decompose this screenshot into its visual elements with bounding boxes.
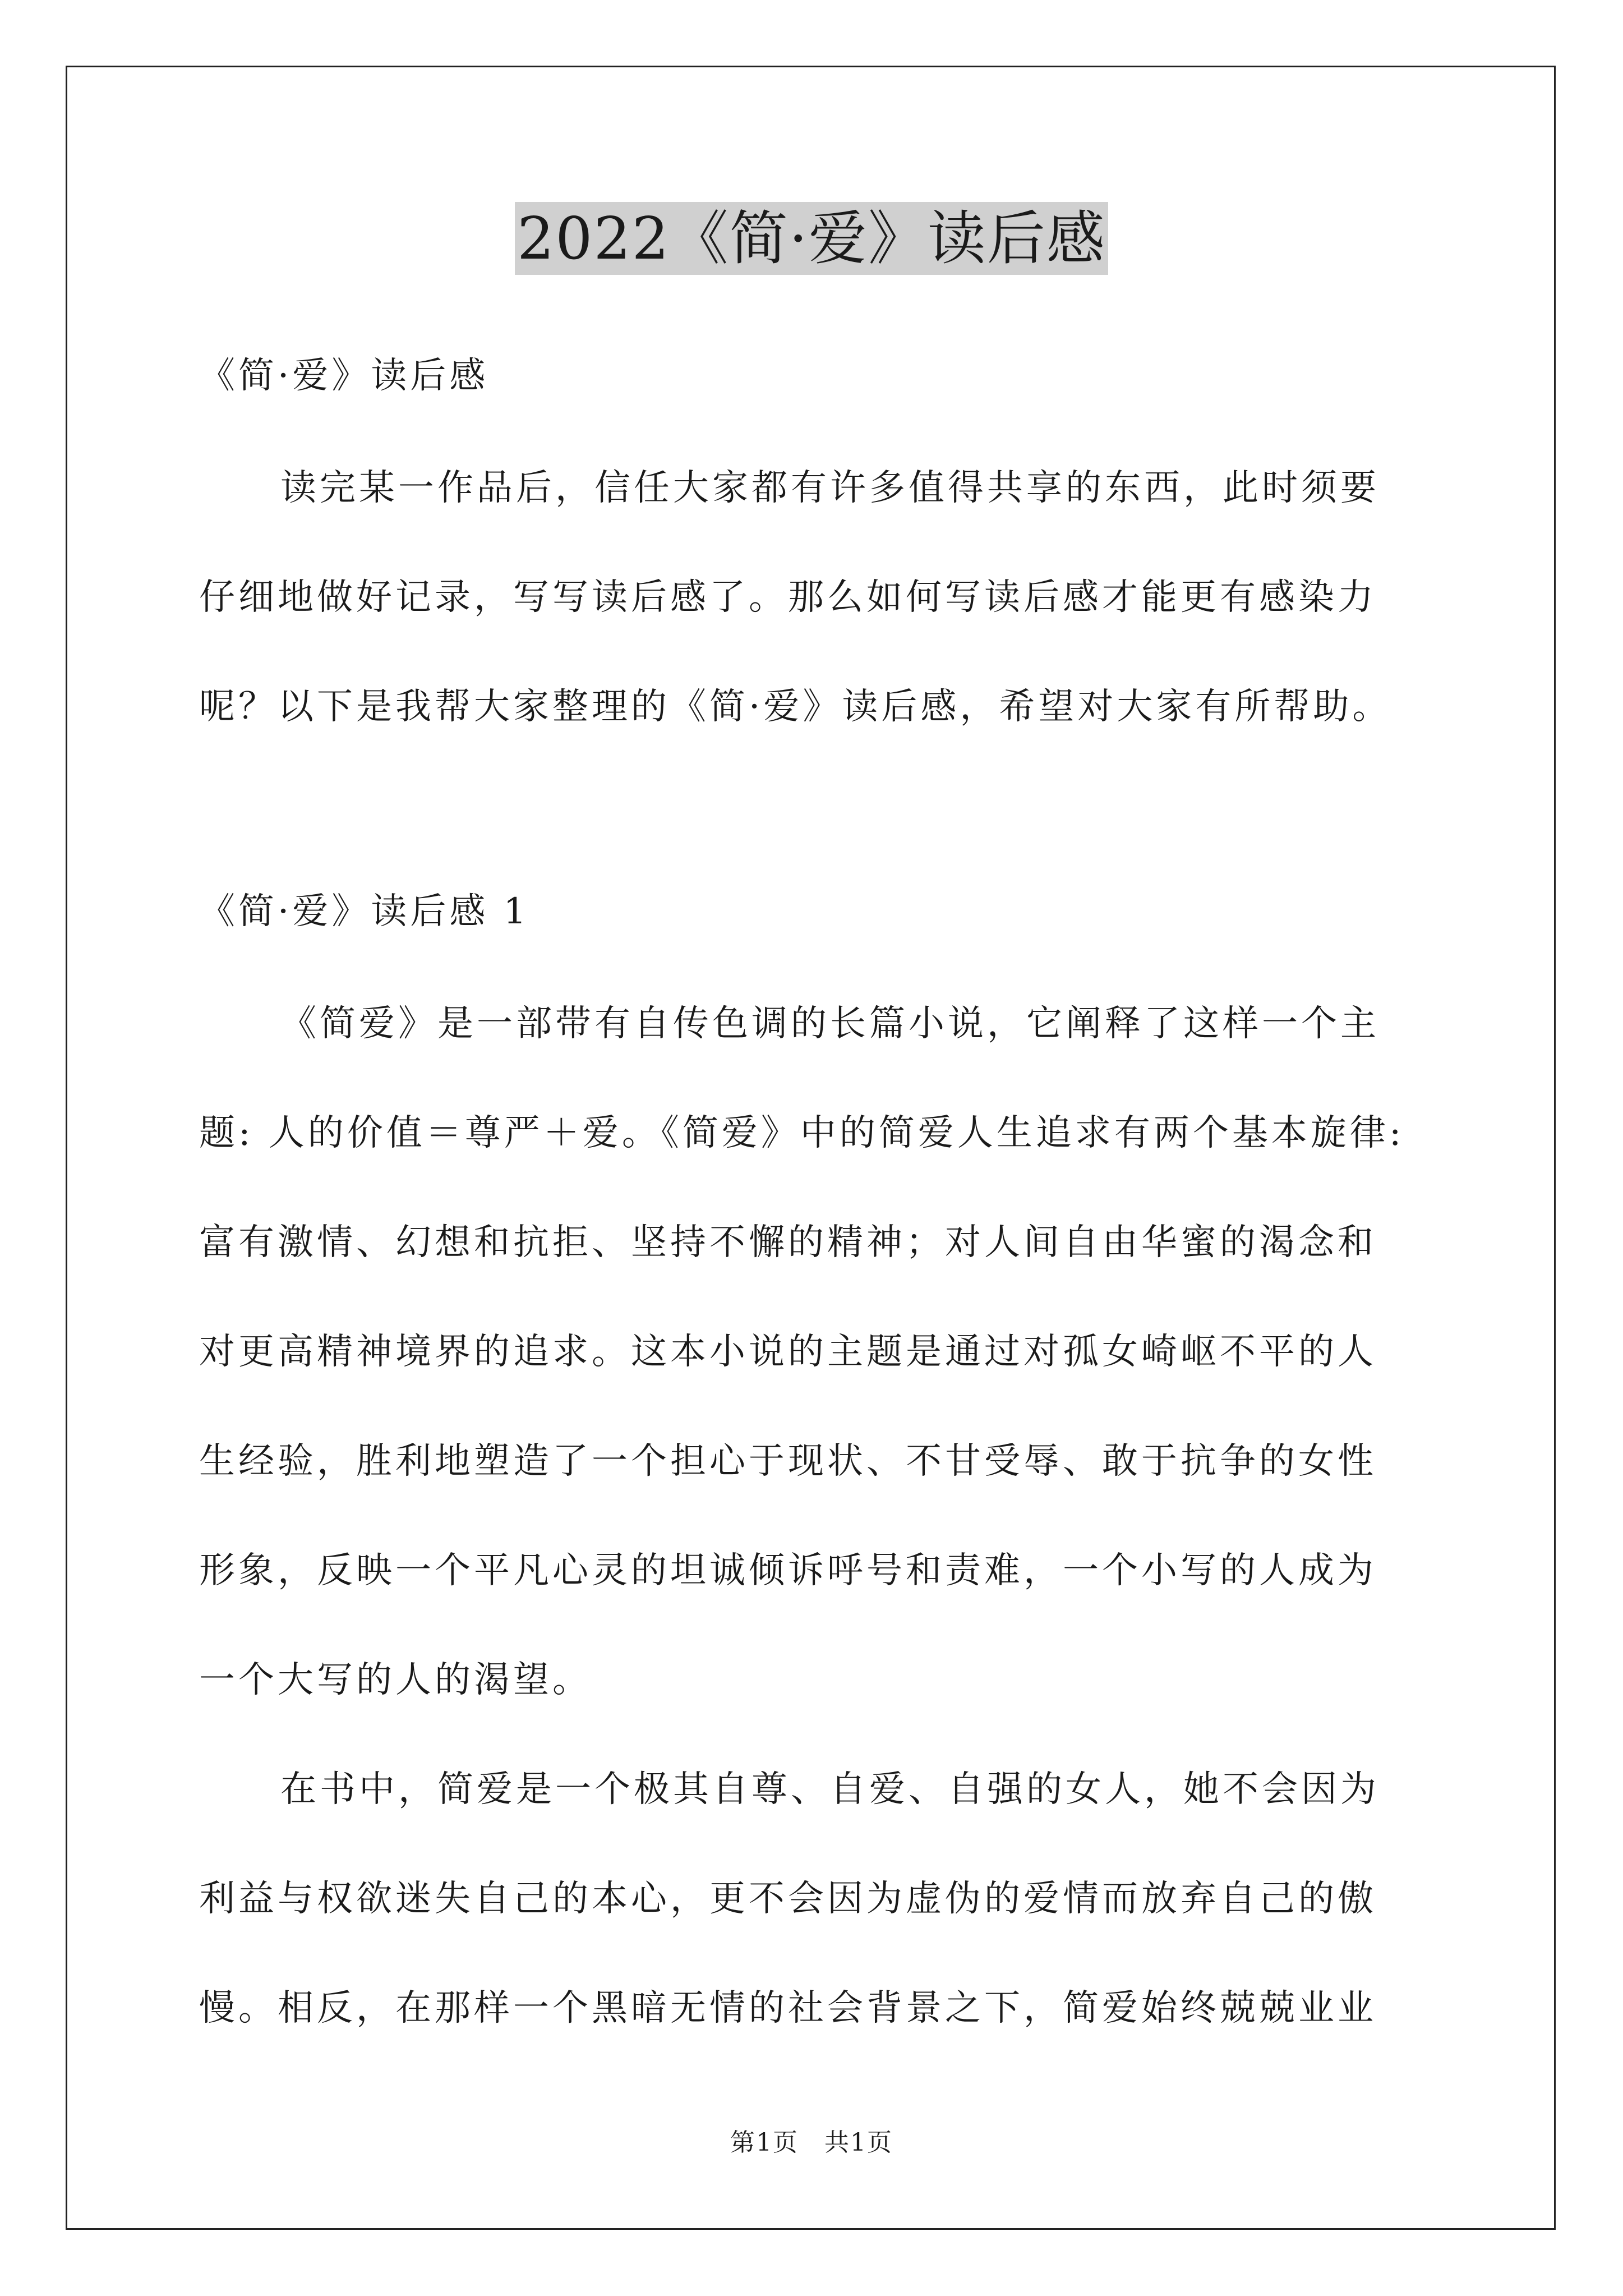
paragraph-line: 利益与权欲迷失自己的本心，更不会因为虚伪的爱情而放弃自己的傲	[199, 1878, 1377, 1920]
title-wrapper	[0, 202, 1623, 275]
paragraph-line: 一个大写的人的渴望。	[199, 1659, 592, 1701]
paragraph-line: 对更高精神境界的追求。这本小说的主题是通过对孤女崎岖不平的人	[199, 1331, 1377, 1373]
paragraph-line: 《简爱》是一部带有自传色调的长篇小说，它阐释了这样一个主	[280, 1003, 1380, 1045]
paragraph-line: 题: 人的价值＝尊严＋爱。《简爱》中的简爱人生追求有两个基本旋律:	[199, 1112, 1405, 1154]
paragraph-line: 读完某一作品后，信任大家都有许多值得共享的东西，此时须要	[280, 467, 1380, 509]
page-footer: 第1页 共1页	[730, 2128, 893, 2157]
paragraph-line: 形象，反映一个平凡心灵的坦诚倾诉呼号和责难，一个小写的人成为	[199, 1550, 1377, 1591]
paragraph-line: 仔细地做好记录，写写读后感了。那么如何写读后感才能更有感染力	[199, 577, 1377, 618]
paragraph-line: 生经验，胜利地塑造了一个担心于现状、不甘受辱、敢于抗争的女性	[199, 1441, 1377, 1482]
section-heading: 《简·爱》读后感	[199, 355, 489, 397]
document-title: 2022《简·爱》读后感	[515, 202, 1108, 275]
paragraph-line: 富有激情、幻想和抗拒、坚持不懈的精神；对人间自由华蜜的渴念和	[199, 1222, 1377, 1263]
paragraph-line: 在书中，简爱是一个极其自尊、自爱、自强的女人，她不会因为	[280, 1769, 1380, 1810]
paragraph-line: 慢。相反，在那样一个黑暗无情的社会背景之下，简爱始终兢兢业业	[199, 1987, 1377, 2029]
paragraph-line: 呢？以下是我帮大家整理的《简·爱》读后感，希望对大家有所帮助。	[199, 686, 1392, 728]
section-heading: 《简·爱》读后感 1	[199, 891, 530, 932]
